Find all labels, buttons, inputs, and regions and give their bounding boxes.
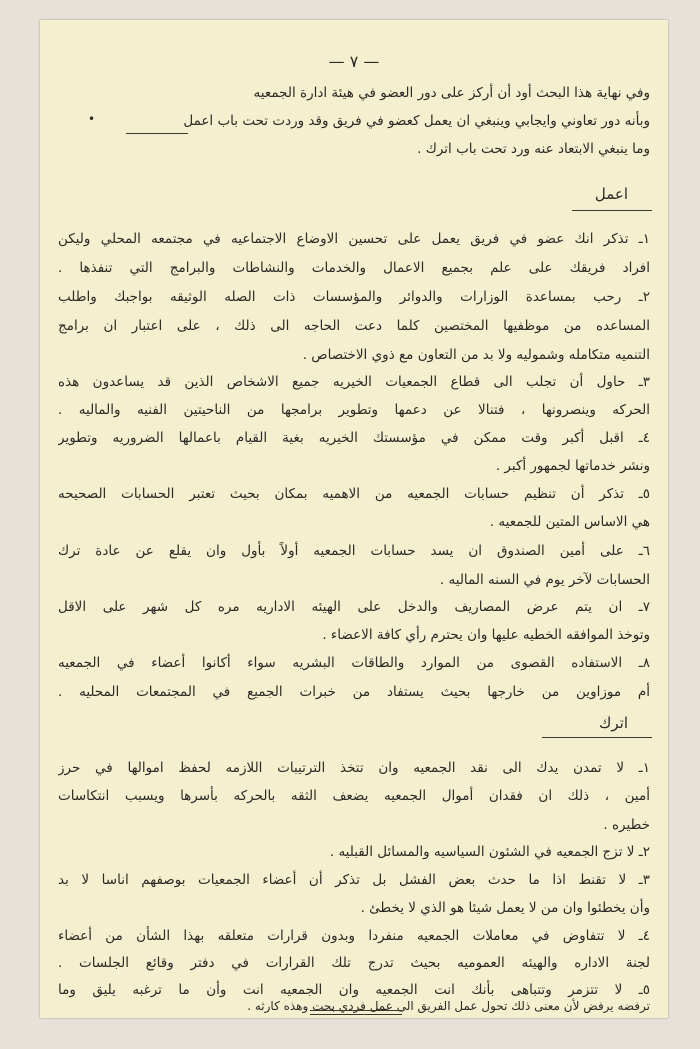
list-item-line: ٦ـ على أمين الصندوق ان يسد حسابات الجمعيه أولاً بأول وان يقلع عن عادة ترك [58, 543, 650, 559]
list-item-line: ٨ـ الاستفاده القصوى من الموارد والطاقات البشريه سواء أكانوا أعضاء في الجمعيه [58, 655, 650, 671]
intro-line: وبأنه دور تعاوني وايجابي وينبغي ان يعمل كعضو في فريق وقد وردت تحت باب اعمل [183, 113, 650, 129]
list-item-line: افراد فريقك على علم بجميع الاعمال والخدمات والنشاطات والبرامج التي تنفذها . [58, 260, 650, 276]
list-item-line: وأن يخطئوا وان من لا يعمل شيئا هو الذي لا يخطئ . [360, 900, 650, 916]
section-title-do: اعمل [594, 185, 628, 203]
list-item-line: ٤ـ اقبل أكبر وقت ممكن في مؤسستك الخيريه بغية القيام باعمالها الضروريه وتطوير [58, 430, 650, 446]
list-item-line: أمين ، ذلك ان فقدان أموال الجمعيه يضعف الثقه بالحركه بأسرها ويسبب انتكاسات [58, 788, 650, 804]
intro-line: وفي نهاية هذا البحث أود أن أركز على دور العضو في هيئة ادارة الجمعيه [253, 85, 650, 101]
section-title-underline [542, 737, 652, 738]
list-item-line: خطيره . [603, 817, 650, 833]
list-item-line: الحركه وينصرونها ، فتنالا عن دعمها وتطوير برامجها من الناحيتين الفنيه والماليه . [58, 402, 650, 418]
list-item-line: ٢ـ رحب بمساعدة الوزارات والدوائر والمؤسسات ذات الصله الوثيقه بواجبك واطلب [58, 289, 650, 305]
list-item-line: التنميه متكامله وشموليه ولا بد من التعاون مع ذوي الاختصاص . [302, 347, 650, 363]
list-item-line: ترفضه يرفض لأن معنى ذلك تحول عمل الفريق الى عمل فردي بحت وهذه كارثه . [247, 999, 650, 1013]
section-title-dont: اترك [599, 714, 628, 732]
list-item-line: ٣ـ حاول أن تجلب الى قطاع الجمعيات الخيريه جميع الاشخاص الذين قد يساعدون هذه [58, 374, 650, 390]
page-number: — ٧ — [328, 52, 380, 71]
list-item-line: ٢ـ لا تزج الجمعيه في الشئون السياسيه والمسائل القبليه . [329, 844, 650, 860]
list-item-line: هي الاساس المتين للجمعيه . [489, 514, 650, 530]
list-item-line: وتوخذ الموافقه الخطيه عليها وان يحترم رأي كافة الاعضاء . [322, 627, 650, 643]
intro-line: وما ينبغي الابتعاد عنه ورد تحت باب اترك . [417, 141, 650, 157]
document-page [40, 20, 668, 1018]
section-title-underline [572, 210, 652, 211]
list-item-line: المساعده من موظفيها المختصين كلما دعت الحاجه الى ذلك ، على اعتبار ان برامج [58, 318, 650, 334]
list-item-line: الحسابات لآخر يوم في السنه الماليه . [439, 572, 650, 588]
closing-double-rule [310, 1010, 402, 1015]
list-item-line: ١ـ تذكر انك عضو في فريق يعمل على تحسين الاوضاع الاجتماعيه في مجتمعه المحلي وليكن [58, 231, 650, 247]
list-item-line: ونشر خدماتها لجمهور أكبر . [495, 458, 650, 474]
list-item-line: ٧ـ ان يتم عرض المصاريف والدخل على الهيئه الاداريه مره كل شهر على الاقل [58, 599, 650, 615]
underline [126, 133, 188, 134]
list-item-line: ٥ـ تذكر أن تنظيم حسابات الجمعيه من الاهميه بمكان بحيث تعتبر الحسابات الصحيحه [58, 486, 650, 502]
list-item-line: ٥ـ لا تتزمر وتتباهى بأنك انت الجمعيه وان الجمعيه انت وأن ما ترغبه يليق وما [58, 982, 650, 998]
margin-mark: • [88, 112, 96, 126]
list-item-line: لجنة الاداره والهيئه العموميه بحيث تدرج تلك القرارات في دفتر وقائع الجلسات . [58, 955, 650, 971]
list-item-line: ٣ـ لا تقنط اذا ما حدث بعض الفشل بل تذكر أن أعضاء الجمعيات بوصفهم اناسا لا بد [58, 872, 650, 888]
list-item-line: أم موزاوين من خارجها بحيث يستفاد من خبرات الجميع في المجتمعات المحليه . [58, 684, 650, 700]
list-item-line: ١ـ لا تمدن يدك الى نقد الجمعيه وان تتخذ الترتيبات اللازمه لحفظ اموالها في حرز [58, 760, 650, 776]
list-item-line: ٤ـ لا تتفاوض في معاملات الجمعيه منفردا وبدون قرارات متعلقه بهذا الشأن من أعضاء [58, 928, 650, 944]
